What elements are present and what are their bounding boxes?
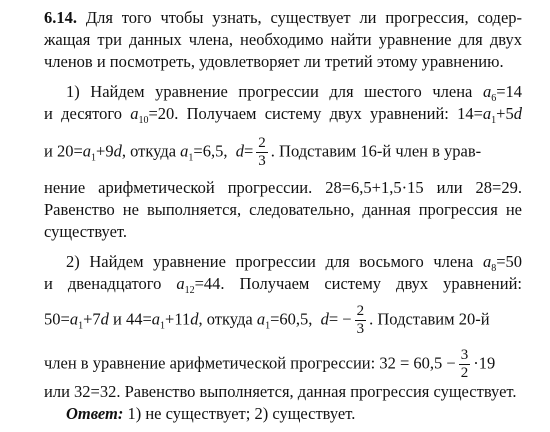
- answer-line: [66, 404, 522, 424]
- part1-line-2: [44, 104, 522, 124]
- sub-10: 10: [138, 115, 149, 126]
- part1-line-3: [44, 136, 522, 169]
- part2-line-2: [44, 274, 522, 294]
- a12-value: =44. Получаем систему двух уравнений:: [194, 274, 523, 293]
- var-d: d: [235, 141, 244, 161]
- problem-line-2: жащая три данных члена, необходимо найти уравнение для двух: [44, 30, 522, 49]
- part1-line-4: нение арифметической прогрессии. 28=6,5+1,5·15 или 28=29.: [44, 178, 522, 197]
- text-whence: , откуда: [121, 141, 177, 161]
- eq-plus: +9: [96, 141, 114, 161]
- fraction-2-3: [256, 136, 268, 169]
- part1-text-1: 1) Найдем уравнение прогрессии для шестого члена: [66, 82, 473, 101]
- var-a: a: [151, 309, 161, 329]
- fraction-numerator: 2: [258, 135, 266, 151]
- part2-line-1: [66, 252, 522, 272]
- a6-value: =14: [496, 82, 522, 101]
- var-a: a: [256, 309, 266, 329]
- fraction-numerator: 2: [356, 303, 365, 319]
- eq-head: 50=: [44, 309, 70, 329]
- sub-8: 8: [491, 263, 497, 274]
- part2-line-5: или 32=32. Равенство выполняется, данная прогрессия существует.: [44, 382, 517, 401]
- fraction-2-3: [355, 304, 367, 337]
- part2-text-4: член в уравнение арифметической прогрессии: 32 = 60,5 −: [44, 353, 456, 373]
- var-a: a: [82, 141, 92, 161]
- sub-12: 12: [184, 285, 195, 296]
- eq-plus: +7: [83, 309, 101, 329]
- eq-head-2: и 44=: [113, 309, 152, 329]
- var-a: a: [482, 104, 492, 123]
- text-whence: , откуда: [198, 309, 253, 329]
- a1-value: =6,5,: [193, 141, 228, 161]
- var-d: d: [100, 309, 109, 329]
- part2-text-1: 2) Найдем уравнение прогрессии для восьмого члена: [66, 252, 474, 271]
- eq-plus: +5: [496, 104, 514, 123]
- sub-1: 1: [491, 115, 497, 126]
- problem-line-1: [44, 8, 522, 28]
- part1-line-5: Равенство не выполняется, следовательно, данная прогрессия не: [44, 200, 522, 219]
- sub-6: 6: [491, 93, 497, 104]
- var-a: a: [482, 82, 492, 101]
- a1-value: =60,5,: [270, 309, 313, 329]
- sub-1: 1: [78, 320, 84, 332]
- var-d: d: [113, 141, 122, 161]
- var-a: a: [69, 309, 79, 329]
- part2-text-4-tail: ·19: [473, 353, 496, 373]
- var-a: a: [176, 274, 185, 293]
- sub-1: 1: [265, 320, 271, 332]
- a10-value: =20. Получаем систему двух уравнений: 14=: [148, 104, 483, 123]
- sub-1: 1: [160, 320, 166, 332]
- var-a: a: [130, 104, 139, 123]
- var-a: a: [482, 252, 492, 271]
- part1-line-6: существует.: [44, 222, 128, 241]
- eq-plus: +11: [165, 309, 191, 329]
- eq-head: и 20=: [44, 141, 83, 161]
- var-d: d: [320, 309, 329, 329]
- part2-text-3: . Подставим 20-й: [369, 309, 490, 329]
- var-d: d: [190, 309, 199, 329]
- sub-1: 1: [91, 152, 97, 164]
- answer-text: 1) не существует; 2) существует.: [123, 404, 356, 423]
- part2-line-3: [44, 304, 522, 337]
- part2-line-4: [44, 348, 522, 381]
- problem-line-3: членов и посмотреть, удовлетворяет ли третий этому уравнению.: [44, 52, 504, 71]
- part2-text-2: и двенадцатого: [44, 274, 162, 293]
- fraction-denominator: 3: [258, 153, 266, 169]
- problem-number: 6.14.: [44, 8, 77, 27]
- fraction-denominator: 3: [356, 321, 365, 337]
- sub-1: 1: [188, 152, 194, 164]
- part1-text-2: и десятого: [44, 104, 122, 123]
- part1-text-3: . Подставим 16-й член в урав-: [270, 141, 482, 161]
- a8-value: =50: [496, 252, 523, 271]
- fraction-numerator: 3: [460, 347, 469, 363]
- eq-sign: =: [243, 141, 254, 161]
- var-a: a: [180, 141, 189, 161]
- problem-text-1: Для того чтобы узнать, существует ли прогрессия, содер-: [85, 8, 523, 27]
- part1-line-1: [66, 82, 522, 102]
- eq-sign: = −: [328, 309, 352, 329]
- answer-label: Ответ:: [66, 404, 124, 423]
- fraction-denominator: 2: [460, 365, 469, 381]
- var-d: d: [513, 104, 522, 123]
- fraction-3-2: [459, 348, 471, 381]
